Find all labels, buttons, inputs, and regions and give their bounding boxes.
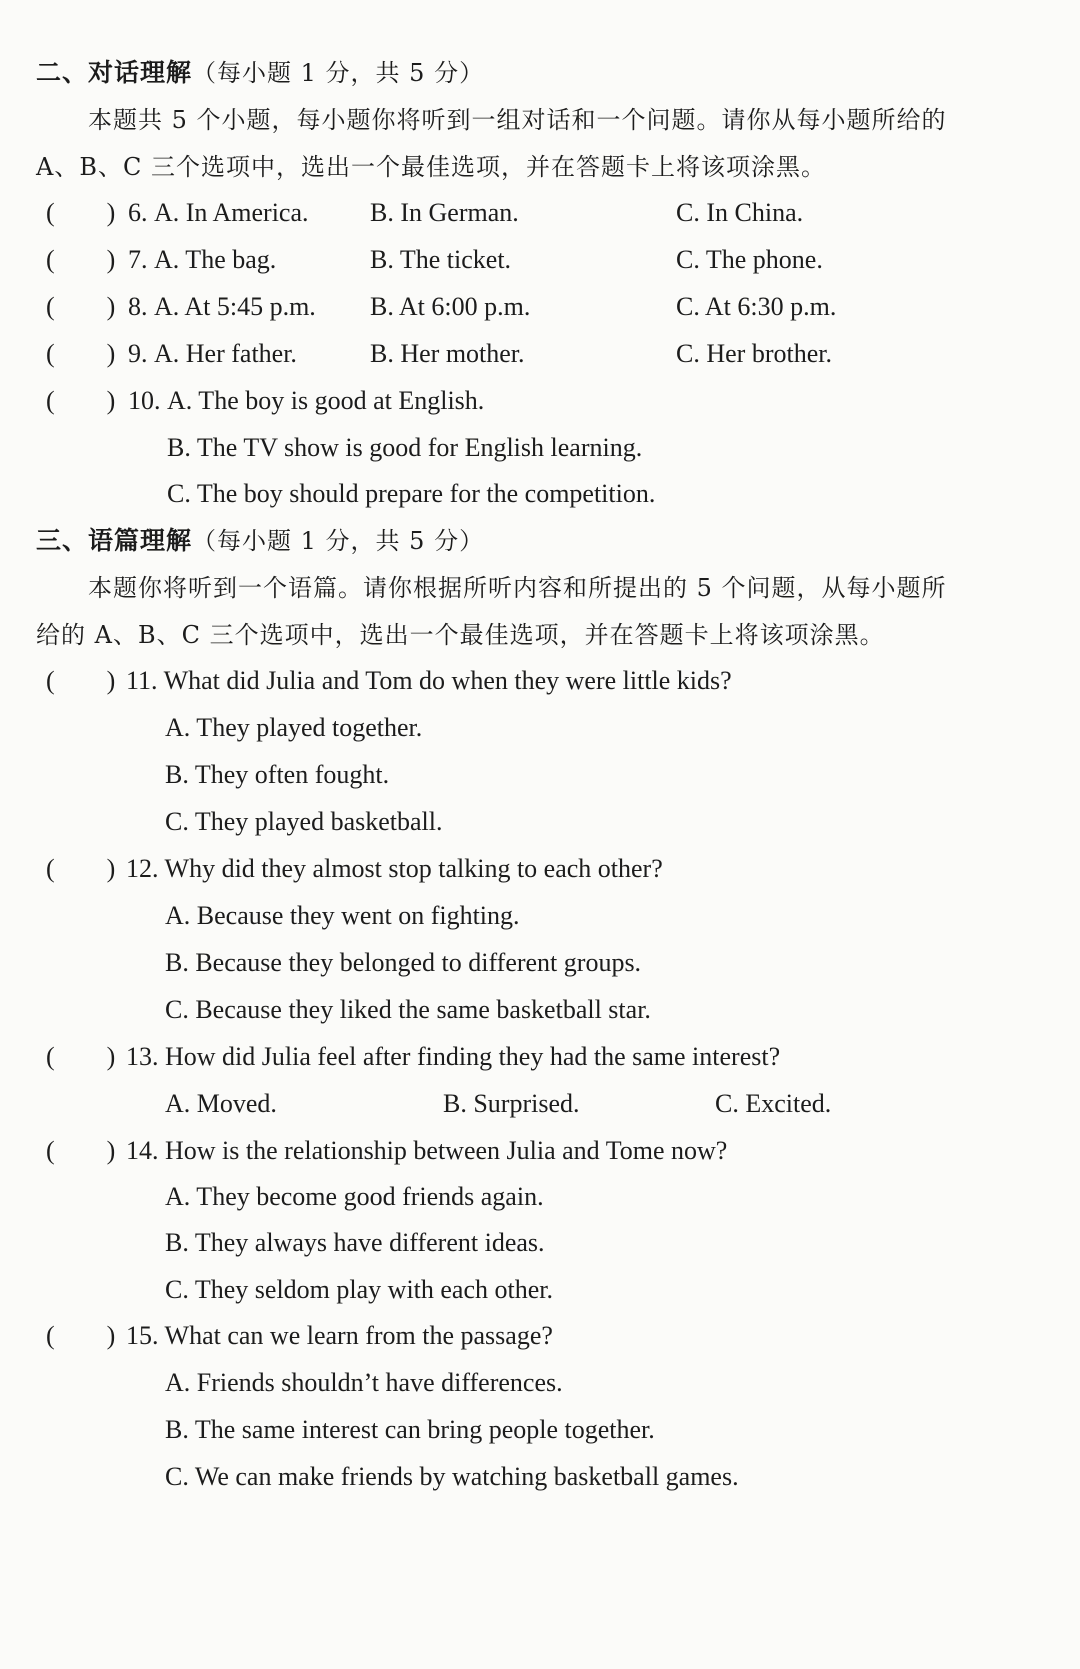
option-b: B. The TV show is good for English learning. — [167, 433, 643, 462]
section3-instruction-line2: 给的 A、B、C 三个选项中，选出一个最佳选项，并在答题卡上将该项涂黑。 — [36, 621, 885, 649]
answer-blank[interactable]: ( ) — [46, 292, 116, 321]
section3-instruction-line1: 本题你将听到一个语篇。请你根据所听内容和所提出的 5 个问题，从每小题所 — [88, 574, 947, 602]
option-a: A. Because they went on fighting. — [165, 901, 520, 930]
question-number: 8. — [128, 292, 148, 321]
question-text: 12. Why did they almost stop talking to each other? — [126, 854, 663, 883]
option-b: B. At 6:00 p.m. — [370, 292, 531, 321]
option-a: A. Her father. — [154, 339, 297, 368]
option-a: A. Friends shouldn’t have differences. — [165, 1368, 563, 1397]
option-c: C. They played basketball. — [165, 807, 443, 836]
answer-blank[interactable]: ( ) — [46, 1136, 116, 1165]
section3-note: （每小题 1 分，共 5 分） — [192, 527, 485, 555]
section2-heading — [36, 56, 484, 90]
option-c: C. We can make friends by watching basketball games. — [165, 1462, 739, 1491]
answer-blank[interactable]: ( ) — [46, 666, 116, 695]
option-c: C. The boy should prepare for the competition. — [167, 479, 656, 508]
question-15 — [0, 1319, 1080, 1353]
option-c: C. In China. — [676, 198, 804, 227]
question-13-options — [0, 1087, 1080, 1121]
option-a: A. At 5:45 p.m. — [154, 292, 316, 321]
option-a: A. They played together. — [165, 713, 423, 742]
option-b: B. In German. — [370, 198, 519, 227]
answer-blank[interactable]: ( ) — [46, 198, 116, 227]
answer-blank[interactable]: ( ) — [46, 245, 116, 274]
answer-blank[interactable]: ( ) — [46, 1042, 116, 1071]
answer-blank[interactable]: ( ) — [46, 1321, 116, 1350]
option-b: B. They often fought. — [165, 760, 390, 789]
option-a: A. Moved. — [165, 1089, 277, 1118]
question-9 — [0, 337, 1080, 371]
option-c: C. They seldom play with each other. — [165, 1275, 553, 1304]
option-a: A. They become good friends again. — [165, 1182, 544, 1211]
question-text: 13. How did Julia feel after finding they had the same interest? — [126, 1042, 781, 1071]
option-c: C. At 6:30 p.m. — [676, 292, 837, 321]
answer-blank[interactable]: ( ) — [46, 386, 116, 415]
section3-title: 三、语篇理解 — [36, 526, 193, 555]
question-12 — [0, 852, 1080, 886]
section2-instruction-line1: 本题共 5 个小题，每小题你将听到一组对话和一个问题。请你从每小题所给的 — [88, 106, 947, 134]
option-a: A. The bag. — [154, 245, 277, 274]
section2-note: （每小题 1 分，共 5 分） — [192, 59, 485, 87]
question-text: 15. What can we learn from the passage? — [126, 1321, 553, 1350]
question-text: 11. What did Julia and Tom do when they were little kids? — [126, 666, 732, 695]
option-c: C. Because they liked the same basketball star. — [165, 995, 651, 1024]
question-number: 6. — [128, 198, 148, 227]
option-c: C. Her brother. — [676, 339, 832, 368]
option-b: B. Her mother. — [370, 339, 525, 368]
option-c: C. Excited. — [715, 1089, 832, 1118]
question-number: 9. — [128, 339, 148, 368]
option-b: B. They always have different ideas. — [165, 1228, 545, 1257]
question-number: 10. — [128, 386, 161, 415]
option-a: A. The boy is good at English. — [167, 386, 485, 415]
question-7 — [0, 243, 1080, 277]
question-8 — [0, 290, 1080, 324]
option-b: B. Because they belonged to different groups. — [165, 948, 642, 977]
question-11 — [0, 664, 1080, 698]
option-b: B. Surprised. — [443, 1089, 580, 1118]
question-number: 7. — [128, 245, 148, 274]
question-10 — [0, 384, 1080, 418]
option-a: A. In America. — [154, 198, 309, 227]
section3-heading — [36, 524, 484, 558]
option-c: C. The phone. — [676, 245, 823, 274]
answer-blank[interactable]: ( ) — [46, 339, 116, 368]
question-13 — [0, 1040, 1080, 1074]
question-text: 14. How is the relationship between Julia and Tome now? — [126, 1136, 728, 1165]
question-6 — [0, 196, 1080, 230]
option-b: B. The ticket. — [370, 245, 512, 274]
option-b: B. The same interest can bring people together. — [165, 1415, 655, 1444]
section2-instruction-line2: A、B、C 三个选项中，选出一个最佳选项，并在答题卡上将该项涂黑。 — [36, 153, 826, 181]
section2-title: 二、对话理解 — [36, 58, 193, 87]
answer-blank[interactable]: ( ) — [46, 854, 116, 883]
question-14 — [0, 1134, 1080, 1168]
